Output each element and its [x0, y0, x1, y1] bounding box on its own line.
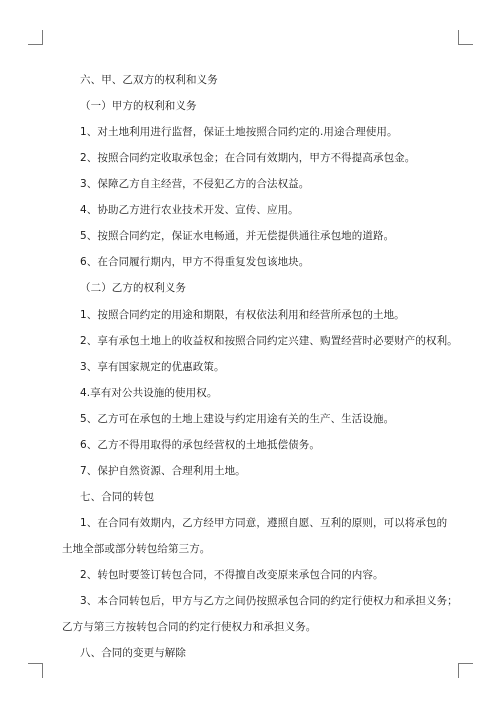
paragraph: 6、在合同履行期内，甲方不得重复发包该地块。	[80, 256, 310, 269]
crop-mark-bottom-left	[28, 663, 43, 678]
crop-mark-top-right	[458, 30, 473, 45]
paragraph: 1、对土地利用进行监督，保证土地按照合同约定的.用途合理使用。	[80, 126, 398, 139]
paragraph: 7、保护自然资源、合理利用土地。	[80, 464, 246, 477]
crop-mark-bottom-right	[458, 663, 473, 678]
section-heading: 七、合同的转包	[80, 490, 155, 503]
paragraph: 3、保障乙方自主经营，不侵犯乙方的合法权益。	[80, 178, 310, 191]
paragraph: 6、乙方不得用取得的承包经营权的土地抵偿债务。	[80, 438, 320, 451]
paragraph: 5、按照合同约定，保证水电畅通，并无偿提供通往承包地的道路。	[80, 230, 395, 243]
subsection-heading: （二）乙方的权利义务	[80, 282, 186, 295]
paragraph: 3、本合同转包后，甲方与乙方之间仍按照承包合同的约定行使权力和承担义务；	[80, 595, 458, 607]
paragraph: 1、按照合同约定的用途和期限，有权依法利用和经营所承包的土地。	[80, 308, 405, 321]
paragraph: 5、乙方可在承包的土地上建设与约定用途有关的生产、生活设施。	[80, 412, 395, 425]
paragraph-continuation: 乙方与第三方按转包合同的约定行使权力和承担义务。	[62, 621, 317, 634]
crop-mark-top-left	[28, 30, 43, 45]
paragraph: 2、转包时要签订转包合同，不得擅自改变原来承包合同的内容。	[80, 568, 384, 581]
paragraph: 4.享有对公共设施的使用权。	[80, 386, 218, 399]
paragraph: 3、享有国家规定的优惠政策。	[80, 360, 225, 373]
paragraph: 4、协助乙方进行农业技术开发、宣传、应用。	[80, 204, 299, 217]
paragraph-continuation: 土地全部或部分转包给第三方。	[62, 542, 211, 555]
paragraph: 2、享有承包土地上的收益权和按照合同约定兴建、购置经营时必要财产的权利。	[80, 334, 458, 347]
subsection-heading: （一）甲方的权利和义务	[80, 100, 197, 112]
section-heading: 六、甲、乙双方的权利和义务	[80, 74, 218, 86]
section-heading: 八、合同的变更与解除	[80, 647, 186, 660]
paragraph: 2、按照合同约定收取承包金；在合同有效期内，甲方不得提高承包金。	[80, 152, 416, 165]
paragraph: 1、在合同有效期内，乙方经甲方同意，遵照自愿、互利的原则，可以将承包的	[80, 516, 448, 529]
